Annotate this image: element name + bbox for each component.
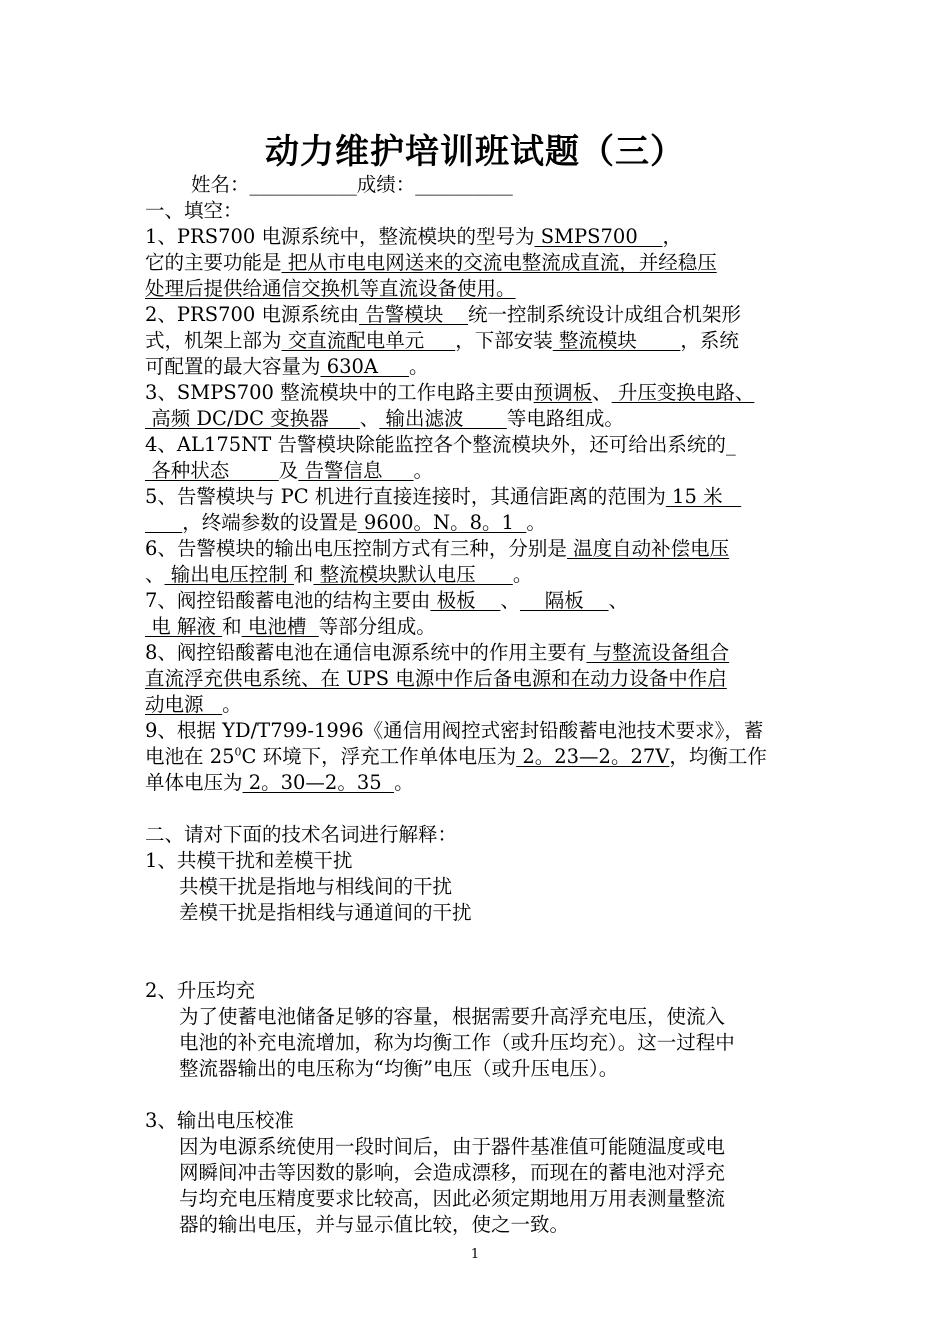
term-2-line-2: 电池的补充电流增加，称为均衡工作（或升压均充）。这一过程中 <box>179 1031 735 1054</box>
q9-punct: 。 <box>394 771 414 794</box>
q9-text: 9、根据 YD/T799-1996《通信用阀控式密封铅酸蓄电池技术要求》，蓄 <box>145 719 764 742</box>
q2-punct: 。 <box>409 355 429 378</box>
q6-punct-2: 。 <box>512 563 533 586</box>
q4-answer-status: 各种状态 <box>145 459 279 482</box>
question-1-line-3 <box>145 276 807 302</box>
term-3-line-1: 因为电源系统使用一段时间后，由于器件基准值可能随温度或电 <box>179 1135 726 1158</box>
term-3-line-3: 与均充电压精度要求比较高，因此必须定期地用万用表测量整流 <box>179 1187 726 1210</box>
term-3-line-2: 网瞬间冲击等因数的影响，会造成漂移，而现在的蓄电池对浮充 <box>179 1161 726 1184</box>
question-7-line-2 <box>145 614 807 640</box>
question-9-line-1 <box>145 718 807 744</box>
q9-text-5: 单体电压为 <box>145 771 243 794</box>
score-label: 成绩： <box>356 173 416 196</box>
q8-punct: 。 <box>222 693 242 716</box>
question-7-line-1 <box>145 588 807 614</box>
question-9-line-2 <box>145 744 807 770</box>
q2-answer-rectifier: 整流模块 <box>552 329 681 352</box>
spacer <box>145 1082 807 1108</box>
spacer <box>145 796 807 822</box>
q3-punct: 、 <box>592 381 612 404</box>
score-blank: __________ <box>415 173 513 196</box>
term-3-title: 3、输出电压校准 <box>145 1109 294 1132</box>
q6-and: 和 <box>293 563 314 586</box>
q8-answer-part1: 与整流设备组合 <box>586 641 730 664</box>
q7-answer-separator: 隔板 <box>519 589 609 612</box>
q6-text: 6、告警模块的输出电压控制方式有三种，分别是 <box>145 537 567 560</box>
question-2-line-2 <box>145 328 807 354</box>
q3-text: 3、SMPS700 整流模块中的工作电路主要由 <box>145 381 534 404</box>
q8-text: 8、阀控铅酸蓄电池在通信电源系统中的作用主要有 <box>145 641 587 664</box>
section2-heading: 二、请对下面的技术名词进行解释： <box>145 823 458 846</box>
q9-answer-equalize: 2。30—2。35 <box>242 771 395 794</box>
question-6-line-1 <box>145 536 807 562</box>
q9-answer-float: 2。23—2。27V <box>516 745 670 768</box>
question-8-line-2 <box>145 666 807 692</box>
q9-degree: 0 <box>234 745 242 759</box>
question-5-line-1 <box>145 484 807 510</box>
q7-punct: 、 <box>500 589 520 612</box>
question-6-line-2 <box>145 562 807 588</box>
q4-punct: 。 <box>413 459 434 482</box>
q2-answer-distribution: 交直流配电单元 <box>281 329 456 352</box>
q4-text: 4、AL175NT 告警模块除能监控各个整流模块外，还可给出系统的 <box>145 433 726 456</box>
q3-punct-2: 、 <box>359 407 380 430</box>
q2-text-6: 可配置的最大容量为 <box>145 355 321 378</box>
q4-blank: _ <box>725 433 736 456</box>
q2-text-3: 式，机架上部为 <box>145 329 282 352</box>
q9-text-2: 电池在 25 <box>145 745 235 768</box>
q5-punct: 。 <box>526 511 546 534</box>
q3-answer-dcdc: 高频 DC/DC 变换器 <box>145 407 360 430</box>
page-title: 动力维护培训班试题（三） <box>265 132 685 172</box>
q9-text-4: ，均衡工作 <box>669 745 767 768</box>
q2-answer-alarm-module: 告警模块 <box>359 303 468 326</box>
question-4-line-1 <box>145 432 807 458</box>
page-number: 1 <box>470 1247 480 1262</box>
q5-answer-distance: 15 米 <box>665 485 742 508</box>
q2-text: 2、PRS700 电源系统由 <box>145 303 359 326</box>
q3-answer-boost: 升压变换电路、 <box>611 381 755 404</box>
q6-punct: 、 <box>145 563 165 586</box>
question-2-line-1 <box>145 302 807 328</box>
q1-punct: ， <box>662 225 683 248</box>
q3-answer-filter: 输出滤波 <box>379 407 507 430</box>
q1-text-2: 它的主要功能是 <box>145 251 282 274</box>
q2-text-5: ，系统 <box>680 329 739 352</box>
question-4-line-2 <box>145 458 807 484</box>
q7-answer-electrolyte: 电 解液 <box>145 615 223 638</box>
section1-heading: 一、填空： <box>145 199 243 222</box>
q7-and: 和 <box>222 615 242 638</box>
term-1-line-2: 差模干扰是指相线与通道间的干扰 <box>179 901 472 924</box>
q2-text-2: 统一控制系统设计成组合机架形 <box>468 303 742 326</box>
question-3-line-2 <box>145 406 807 432</box>
question-1-line-2 <box>145 250 807 276</box>
question-1-line-1 <box>145 224 807 250</box>
q2-text-4: ，下部安装 <box>455 329 553 352</box>
q6-answer-default: 整流模块默认电压 <box>313 563 513 586</box>
name-label: 姓名： <box>191 173 250 196</box>
question-8-line-1 <box>145 640 807 666</box>
q8-answer-part3: 动电源 <box>145 693 223 716</box>
question-3-line-1 <box>145 380 807 406</box>
q1-answer-function-cont: 处理后提供给通信交换机等直流设备使用。 <box>145 277 516 300</box>
q2-answer-capacity: 630A <box>320 355 410 378</box>
q1-answer-function: 把从市电电网送来的交流电整流成直流，并经稳压 <box>281 251 717 274</box>
q4-text-2: 及 <box>278 459 299 482</box>
term-2-line-3: 整流器输出的电压称为“均衡”电压（或升压电压）。 <box>179 1057 619 1080</box>
question-8-line-3 <box>145 692 807 718</box>
q6-answer-output-control: 输出电压控制 <box>164 563 294 586</box>
q5-text-2: ，终端参数的设置是 <box>182 511 358 534</box>
term-2-title: 2、升压均充 <box>145 979 255 1002</box>
q6-answer-temp-comp: 温度自动补偿电压 <box>566 537 730 560</box>
q8-answer-part2: 直流浮充供电系统、在 UPS 电源中作后备电源和在动力设备中作启 <box>145 667 727 690</box>
name-score-line <box>145 172 807 198</box>
q1-text: 1、PRS700 电源系统中，整流模块的型号为 <box>145 225 535 248</box>
q5-answer-distance-cont <box>145 511 182 534</box>
q7-punct-2: 、 <box>608 589 629 612</box>
q9-text-3: C 环境下，浮充工作单体电压为 <box>241 745 517 768</box>
question-5-line-2 <box>145 510 807 536</box>
question-9-line-3 <box>145 770 807 796</box>
term-3-line-4: 器的输出电压，并与显示值比较，使之一致。 <box>179 1213 570 1236</box>
q3-answer-pre-regulator: 预调板 <box>533 381 593 404</box>
term-2-line-1: 为了使蓄电池储备足够的容量，根据需要升高浮充电压，使流入 <box>179 1005 726 1028</box>
name-blank: ___________ <box>249 173 357 196</box>
q1-answer-model: SMPS700 <box>534 225 663 248</box>
q7-answer-plate: 极板 <box>430 589 501 612</box>
spacer <box>145 926 807 978</box>
question-2-line-3 <box>145 354 807 380</box>
q7-text-2: 等部分组成。 <box>318 615 436 638</box>
term-1-title: 1、共模干扰和差模干扰 <box>145 849 353 872</box>
q7-answer-container: 电池槽 <box>241 615 319 638</box>
term-1-line-1: 共模干扰是指地与相线间的干扰 <box>179 875 453 898</box>
document-body <box>145 172 807 1238</box>
q3-text-2: 等电路组成。 <box>506 407 624 430</box>
q4-answer-alarm-info: 告警信息 <box>298 459 414 482</box>
q5-text: 5、告警模块与 PC 机进行直接连接时，其通信距离的范围为 <box>145 485 666 508</box>
q7-text: 7、阀控铅酸蓄电池的结构主要由 <box>145 589 431 612</box>
q5-answer-params: 9600。N。8。1 <box>357 511 527 534</box>
